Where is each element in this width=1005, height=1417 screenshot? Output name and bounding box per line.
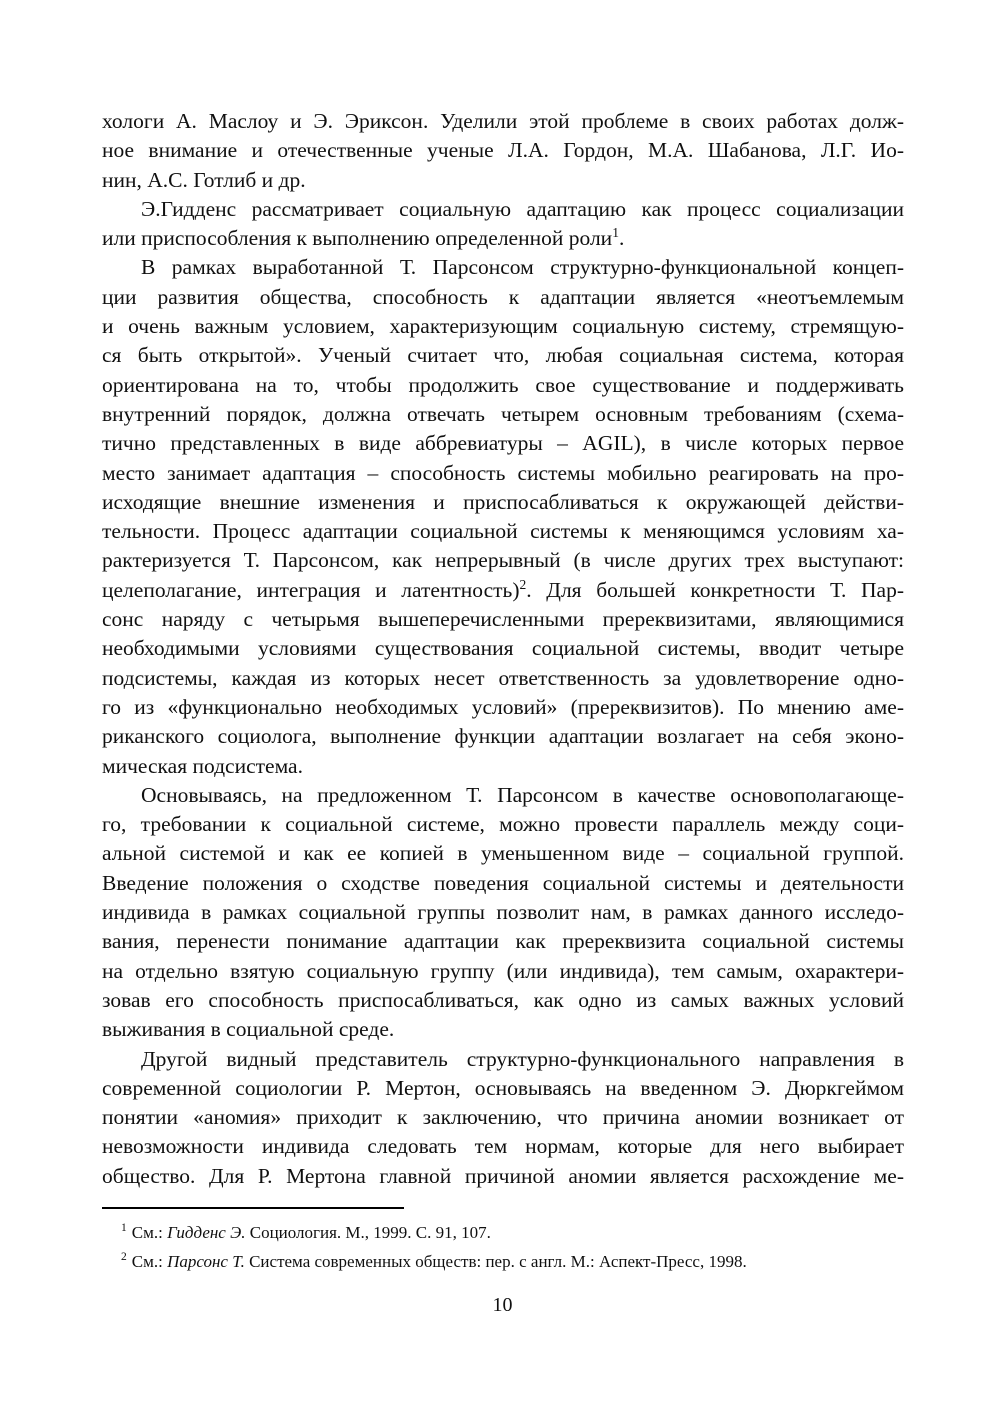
text-line: Основываясь, на предложенном Т. Парсонсом в качестве основополагающе-	[141, 782, 904, 807]
text-line: альной системой и как ее копией в уменьшенном виде – социальной группой.	[102, 841, 904, 866]
text-line: ции развития общества, способность к адаптации является «неотъемлемым	[102, 284, 904, 309]
text-line: на отдельно взятую социальную группу (или индивида), тем самым, охарактери-	[102, 958, 904, 983]
text-line: тельности. Процесс адаптации социальной системы к меняющимся условиям ха-	[102, 519, 904, 544]
footnote-text: Социология. М., 1999. С. 91, 107.	[245, 1223, 491, 1242]
text-line: Э.Гидденс рассматривает социальную адаптацию как процесс социализации	[141, 196, 904, 221]
text-line: выживания в социальной среде.	[102, 1017, 395, 1042]
text-line: В рамках выработанной Т. Парсонсом структурно-функциональной концеп-	[141, 255, 904, 280]
footnote-ref-1: 1	[612, 225, 619, 241]
line-text: или приспособления к выполнению определенной роли	[102, 226, 613, 251]
footnote-text: См.:	[131, 1251, 168, 1271]
text-line: исходящие внешние изменения и приспосабливаться к окружающей действи-	[102, 489, 904, 514]
footnote-text: См.:	[131, 1223, 168, 1242]
text-line: необходимыми условиями существования социальной системы, вводит четыре	[102, 636, 904, 661]
footnote-marker: 2	[121, 1250, 127, 1263]
footnote	[102, 1219, 904, 1248]
footnote-separator	[102, 1207, 404, 1209]
text-line: место занимает адаптация – способность системы мобильно реагировать на про-	[102, 460, 904, 485]
footnote-author: Гидденс Э.	[167, 1223, 246, 1242]
text-line: индивида в рамках социальной группы позволит нам, в рамках данного исследо-	[102, 900, 904, 925]
line-text: .	[618, 226, 625, 251]
text-line: зовав его способность приспосабливаться, как одно из самых важных условий	[102, 987, 904, 1012]
footnote	[102, 1248, 904, 1277]
text-line: общество. Для Р. Мертона главной причиной аномии является расхождение ме-	[102, 1163, 904, 1188]
page-number: 10	[492, 1294, 513, 1316]
text-line	[102, 224, 904, 253]
body-text	[102, 107, 904, 1191]
footnotes-section	[102, 1207, 904, 1276]
text-line: Другой видный представитель структурно-функционального направления в	[141, 1046, 904, 1071]
footnote-text: Система современных обществ: пер. с англ. М.: Аспект-Пресс, 1998.	[244, 1251, 747, 1271]
text-line: риканского социолога, выполнение функции адаптации возлагает на себя эконо-	[102, 724, 904, 749]
text-line: подсистемы, каждая из которых несет ответственность за удовлетворение одно-	[102, 665, 904, 690]
text-line: рактеризуется Т. Парсонсом, как непрерывный (в числе других трех выступают:	[102, 548, 904, 573]
text-line: ориентирована на то, чтобы продолжить свое существование и поддерживать	[102, 372, 904, 397]
text-line: сонс наряду с четырьмя вышеперечисленными пререквизитами, являющимися	[102, 607, 904, 632]
text-line: мическая подсистема.	[102, 753, 303, 778]
text-line: го, требовании к социальной системе, можно провести параллель между соци-	[102, 812, 904, 837]
text-line: вания, перенести понимание адаптации как пререквизита социальной системы	[102, 929, 904, 954]
footnote-ref-2: 2	[519, 576, 527, 592]
text-line: го из «функционально необходимых условий» (пререквизитов). По мнению аме-	[102, 694, 904, 719]
text-line: современной социологии Р. Мертон, основываясь на введенном Э. Дюркгеймом	[102, 1075, 904, 1100]
text-line: нин, А.С. Готлиб и др.	[102, 167, 306, 192]
text-line: невозможности индивида следовать тем нормам, которые для него выбирает	[102, 1134, 904, 1159]
text-line: Введение положения о сходстве поведения социальной системы и деятельности	[102, 870, 904, 895]
line-text: . Для большей конкретности Т. Пар-	[526, 577, 904, 602]
text-line: и очень важным условием, характеризующим социальную систему, стремящую-	[102, 314, 904, 339]
line-text: целеполагание, интеграция и латентность)	[102, 577, 520, 602]
text-line	[102, 576, 904, 605]
text-line: ное внимание и отечественные ученые Л.А. Гордон, М.А. Шабанова, Л.Г. Ио-	[102, 138, 904, 163]
footnote-marker: 1	[121, 1222, 127, 1235]
text-line: тично представленных в виде аббревиатуры – AGIL), в числе которых первое	[102, 431, 904, 456]
text-line: хологи А. Маслоу и Э. Эриксон. Уделили этой проблеме в своих работах долж-	[102, 109, 904, 133]
text-line: внутренний порядок, должна отвечать четырем основным требованиям (схема-	[102, 401, 904, 426]
text-line: ся быть открытой». Ученый считает что, любая социальная система, которая	[102, 343, 904, 368]
text-line: понятии «аномия» приходит к заключению, что причина аномии возникает от	[102, 1105, 904, 1130]
footnote-author: Парсонс Т.	[167, 1251, 245, 1271]
